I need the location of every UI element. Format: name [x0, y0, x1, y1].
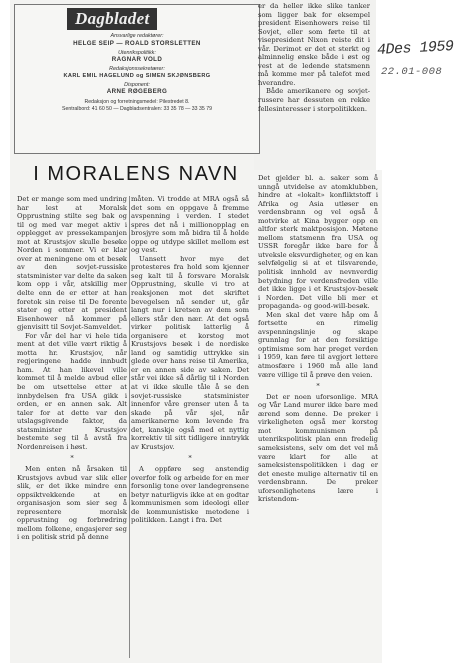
- handwritten-reference: 22.01-008: [381, 66, 443, 78]
- article-column-3: [258, 2, 370, 113]
- column-divider: [129, 196, 130, 658]
- section-star: *: [316, 382, 320, 391]
- phone-line: Sentralbord: 41 60 50 — Dagbladsentralen: 33 35 78 — 33 35 79: [62, 105, 212, 112]
- paragraph: er da heller ikke slike tanker som ligger bak for eksempel president Eisenhowers reise til Sovjet, eller som førte til at visepresident Nixon reiste dit i vår. Derimot er det et sterkt og alminnelig ønske både i øst og vest at de ledende statsmenn må komme mer på talefot med hverandre.: [258, 2, 370, 87]
- paragraph: måten. Vi trodde at MRA også så det som en oppgave å fremme avspenning i verden. I stedet spres det nå i millionopplag en brosjyre som må bidra til å holde oppe og utdype skillet mellom øst og vest.: [131, 195, 249, 255]
- secretaries-names: KARL EMIL HAGELUND og SIMEN SKJØNSBERG: [63, 72, 211, 79]
- manager-label: Disponent:: [124, 81, 150, 88]
- paragraph: Det er mange som med undring har lest at Moralsk Opprustning stilte seg bak og til og med var meget aktiv i opplegget av pressekampanjen mot at Krustsjov skulle besøke Norden i sommer. Vi er klar over at meningene om et besøk av den sovjet-russiske statsminister var delte da saken kom opp i vår, atskillig mer delte enn de er etter at han foretok sin reise til De forente stater og etter at president Eisenhower nå kommer på gjenvisitt til Sovjet-Samveldet.: [17, 195, 127, 332]
- newspaper-logo: Dagbladet: [67, 8, 157, 30]
- secretaries-label: Redaksjonssekretærer:: [109, 66, 165, 72]
- section-star: *: [188, 454, 192, 463]
- article-column-4: [258, 174, 378, 504]
- section-star: *: [70, 454, 74, 463]
- article-headline: I MORALENS NAVN: [33, 163, 239, 185]
- foreign-editor: RAGNAR VOLD: [111, 56, 163, 64]
- paragraph: Men enten nå årsaken til Krustsjovs avbud var slik eller slik, er det ikke mindre enn oppsiktvekkende at en organisasjon som sier seg å representere moralsk opprustning og forbrødring mellom folkene, engasjerer seg i en politisk strid på denne: [17, 464, 127, 542]
- address-line: Redaksjon og forretningsmedel: Pilestredet 8.: [84, 99, 190, 106]
- paragraph: Men skal det være håp om å fortsette en rimelig avspenningslinje og skape grunnlag for at den forsiktige optimisme som har preget verden i 1959, kan føre til avgjort lettere atmosfære i 1960 må alle land være villige til å prøve den veien.: [258, 310, 378, 379]
- editors-names: HELGE SEIP — ROALD STORSLETTEN: [73, 39, 201, 47]
- paragraph: For vår del har vi hele tida ment at det ville vært riktig å motta hr. Krustsjov, når regjeringene hadde innbudt ham. At han likevel ville kommet til å melde avbud eller be om utsettelse etter at innbydelsen fra USA gikk i orden, er en annen sak. Alt taler for at dette var den utslagsgivende faktor, da statsminister Krustsjov bestemte seg til å avstå fra Nordenreisen i høst.: [17, 331, 127, 451]
- masthead: [14, 4, 260, 154]
- handwritten-date: 4Des 1959: [376, 38, 454, 59]
- manager-name: ARNE RØGEBERG: [106, 88, 168, 96]
- paragraph: A oppføre seg anstendig overfor folk og arbeide for en mer forsonlig tone over landegrensene betyr naturligvis ikke at en godtar kommunismen som ideologi eller de kommunistiske metodene i politikken. Langt i fra. Det: [131, 464, 249, 525]
- paragraph: Det gjelder bl. a. saker som å unngå utvidelse av atomklubben, hindre at «lokalt» konfliktstoff i Afrika og Asia utløser en verdensbrann og vel også å motvirke at Kina bygger opp en altfor sterk maktposisjon. Møtene mellom statsmenn fra USA og USSR foregår ikke bare for å utveksle eksvurdigheter, og en kan selvfølgelig si at et tilsvarende, politisk innhold av nevnverdig betydning for verdensfreden ville det ikke ligge i et Krustsjov-besøk i Norden. Det ville bli mer et propaganda- og good-will-besøk.: [258, 174, 378, 311]
- paragraph: Uansett hvor mye det protesteres fra hold som kjenner seg kalt til å forsvare Moralsk Opprustning, skulle vi tro at reaksjonen mot det skriftet bevegelsen nå sender ut, går langt nur i kretsen av dem som ellers står den nær. At det også virker politisk latterlig å organisere et korstog mot Krustsjovs besøk i de nordiske land og samtidig uttrykke sin glede over hans reise til Amerika, er en annen side av saken. Det står vei ikke så dårlig til i Norden at vi ikke skulle tåle å se den sovjet-russiske statsminister innenfor våre grenser uten å ta skade på vår sjel, når amerikanerne kom levende fra det, kanskje også med et nyttig korrektiv til sitt tidligere inntrykk av Krustsjov.: [131, 254, 249, 451]
- article-column-2: [131, 195, 249, 525]
- article-column-1: [17, 195, 127, 542]
- editors-label: Ansvarlige redaktører:: [110, 33, 164, 39]
- foreign-label: Utenrikspolitikk:: [118, 49, 156, 56]
- paragraph: Både amerikanere og sovjet-russere har dessuten en rekke fellesinteresser i storpolitikken.: [258, 87, 370, 113]
- paragraph: Det er noen uforsonlige. MRA og Vår Land murer ikke bare med ærend som denne. De preker i virkeligheten også mer korstog mot kommunismen på utenrikspolitisk plan enn fredelig sameksistens, selv om det vel må være klart for alle at sameksistenspolitikken i dag er det eneste mulige alternativ til en verdensbrann. De preker uforsonlighetens lære i kristendom-: [258, 392, 378, 504]
